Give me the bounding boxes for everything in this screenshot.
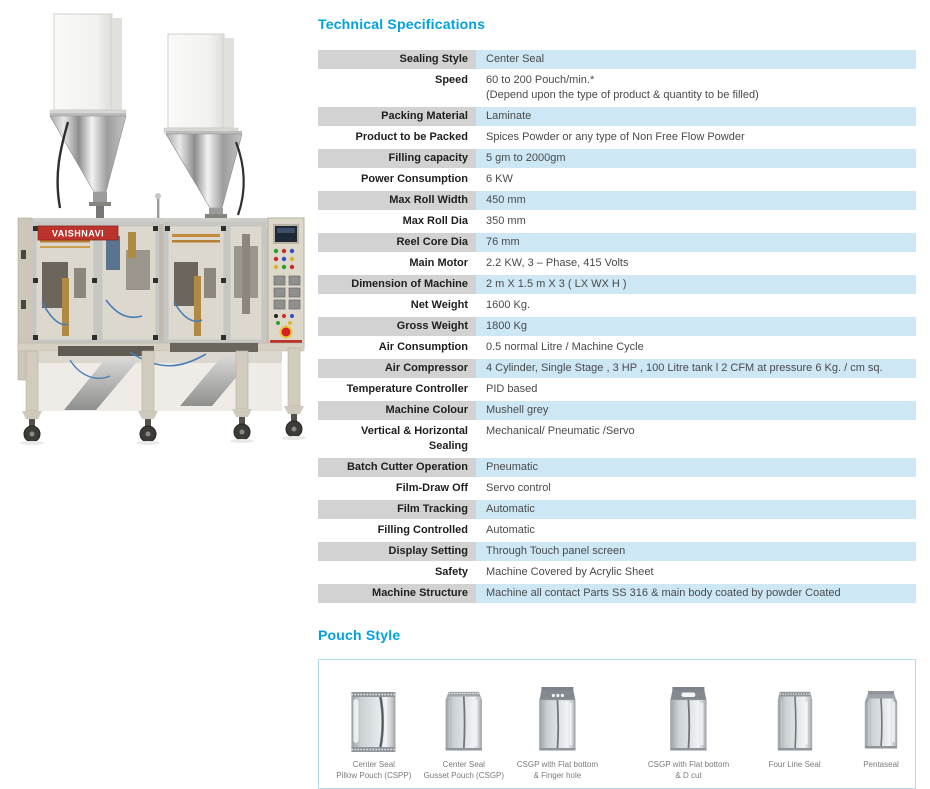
- spec-value: Mechanical/ Pneumatic /Servo: [486, 425, 635, 437]
- feeder-cabinet-left: [50, 14, 126, 115]
- pouch-style-title: Pouch Style: [318, 627, 401, 643]
- panel-buttons: [274, 249, 294, 269]
- spec-label: Vertical & Horizontal Sealing: [361, 425, 468, 452]
- content-column: [318, 16, 916, 789]
- spec-row: [318, 479, 916, 498]
- pouch-item-fourline: [769, 684, 821, 770]
- spec-row: [318, 191, 916, 210]
- spec-value: Laminate: [476, 107, 916, 126]
- spec-label: Film Tracking: [318, 500, 476, 519]
- spec-label: Packing Material: [318, 107, 476, 126]
- spec-label: Max Roll Dia: [402, 215, 468, 227]
- spec-row: [318, 128, 916, 147]
- spec-row: [318, 563, 916, 582]
- spec-row: [318, 233, 916, 252]
- machine-lower-frame: [18, 343, 304, 411]
- spec-row: [318, 107, 916, 126]
- spec-label: Main Motor: [409, 257, 468, 269]
- spec-value: 60 to 200 Pouch/min.* (Depend upon the type of product & quantity to be filled): [486, 74, 759, 101]
- spec-label: Machine Structure: [318, 584, 476, 603]
- spec-label: Gross Weight: [318, 317, 476, 336]
- spec-label: Sealing Style: [318, 50, 476, 69]
- spec-row: [318, 359, 916, 378]
- feeder-cabinet-right: [164, 34, 238, 133]
- spec-value: 450 mm: [476, 191, 916, 210]
- pouch-item-pentaseal: [862, 684, 900, 770]
- spec-row: [318, 422, 916, 456]
- spec-label: Air Compressor: [318, 359, 476, 378]
- brand-label: [38, 226, 118, 240]
- pouch-label: CSGP with Flat bottom & Finger hole: [516, 760, 598, 781]
- spec-value: Center Seal: [476, 50, 916, 69]
- pouch-cspp-icon: [336, 684, 411, 754]
- spec-row: [318, 296, 916, 315]
- spec-value: 1600 Kg.: [486, 299, 531, 311]
- spec-row: [318, 275, 916, 294]
- emergency-stop-button: [281, 327, 292, 338]
- spec-value: Pneumatic: [476, 458, 916, 477]
- spec-label: Machine Colour: [318, 401, 476, 420]
- spec-label: Reel Core Dia: [318, 233, 476, 252]
- spec-value: Machine all contact Parts SS 316 & main body coated by powder Coated: [476, 584, 916, 603]
- spec-row: [318, 50, 916, 69]
- pouch-label: Center Seal Pillow Pouch (CSPP): [336, 760, 412, 781]
- spec-value: Servo control: [486, 482, 551, 494]
- spec-label: Max Roll Width: [318, 191, 476, 210]
- spec-row: [318, 521, 916, 540]
- pouch-item-csgp-dcut: [648, 684, 729, 781]
- pouch-item-cspp: [336, 684, 411, 781]
- spec-row: [318, 401, 916, 420]
- pouch-label: Pentaseal: [863, 760, 899, 769]
- spec-row: [318, 380, 916, 399]
- spec-label: Product to be Packed: [355, 131, 468, 143]
- pouch-csgp-finger-icon: [517, 684, 598, 754]
- hopper-cone-right: [155, 131, 244, 220]
- hopper-cone-left: [50, 113, 126, 219]
- pouch-label: Center Seal Gusset Pouch (CSGP): [423, 760, 505, 781]
- spec-value: 76 mm: [476, 233, 916, 252]
- spec-value: 5 gm to 2000gm: [476, 149, 916, 168]
- machine-illustration: [10, 10, 310, 460]
- caster-wheels: [20, 406, 306, 445]
- pouch-label: Four Line Seal: [768, 760, 821, 769]
- spec-value: 6 KW: [486, 173, 513, 185]
- tech-specs-title: Technical Specifications: [318, 16, 486, 32]
- spec-row: [318, 317, 916, 336]
- spec-label: Display Setting: [318, 542, 476, 561]
- control-panel: [268, 218, 304, 348]
- spec-value: Mushell grey: [476, 401, 916, 420]
- spec-label: Film-Draw Off: [395, 482, 468, 494]
- spec-row: [318, 458, 916, 477]
- pouch-item-csgp: [424, 684, 504, 781]
- spec-value: 350 mm: [486, 215, 526, 227]
- spec-value: Machine Covered by Acrylic Sheet: [486, 566, 654, 578]
- pouch-csgp-dcut-icon: [648, 684, 729, 754]
- spec-row: [318, 71, 916, 105]
- spec-label: Safety: [434, 566, 468, 578]
- spec-row: [318, 254, 916, 273]
- spec-value: PID based: [486, 383, 538, 395]
- door-panels: [33, 224, 264, 342]
- spec-value: 1800 Kg: [476, 317, 916, 336]
- spec-row: [318, 170, 916, 189]
- spec-row: [318, 212, 916, 231]
- spec-value: Automatic: [476, 500, 916, 519]
- technical-specifications-table: [318, 48, 916, 605]
- spec-value: 0.5 normal Litre / Machine Cycle: [486, 341, 644, 353]
- spec-value: 2.2 KW, 3 – Phase, 415 Volts: [486, 257, 629, 269]
- spec-label: Temperature Controller: [346, 383, 468, 395]
- spec-label: Filling Controlled: [377, 524, 468, 536]
- spec-label: Dimension of Machine: [318, 275, 476, 294]
- spec-row: [318, 500, 916, 519]
- spec-value: Through Touch panel screen: [476, 542, 916, 561]
- pouch-style-panel: [318, 659, 916, 789]
- pouch-pentaseal-icon: [862, 684, 900, 754]
- pouch-csgp-icon: [424, 684, 504, 754]
- spec-row: [318, 149, 916, 168]
- touch-screen: [273, 224, 299, 244]
- spec-label: Filling capacity: [318, 149, 476, 168]
- brand-label-text: VAISHNAVI: [51, 228, 105, 239]
- spec-row: [318, 584, 916, 603]
- pouch-label: CSGP with Flat bottom & D cut: [647, 760, 730, 781]
- pouch-style-section: [318, 627, 916, 789]
- spec-label: Batch Cutter Operation: [318, 458, 476, 477]
- spec-row: [318, 338, 916, 357]
- machine-photo: [10, 10, 310, 460]
- spec-value: Automatic: [486, 524, 535, 536]
- spec-value: 4 Cylinder, Single Stage , 3 HP , 100 Litre tank l 2 CFM at pressure 6 Kg. / cm sq.: [476, 359, 916, 378]
- spec-row: [318, 542, 916, 561]
- spec-value: 2 m X 1.5 m X 3 ( LX WX H ): [476, 275, 916, 294]
- spec-label: Power Consumption: [361, 173, 468, 185]
- pouch-fourline-icon: [769, 684, 821, 754]
- spec-label: Speed: [434, 74, 468, 86]
- spec-label: Net Weight: [410, 299, 468, 311]
- spec-value: Spices Powder or any type of Non Free Flow Powder: [486, 131, 745, 143]
- spec-label: Air Consumption: [378, 341, 468, 353]
- pouch-item-csgp-finger: [517, 684, 598, 781]
